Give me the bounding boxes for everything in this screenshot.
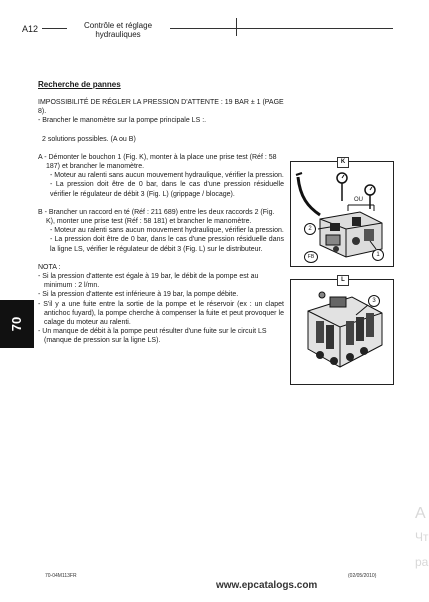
ghost-text-2: Чт [415,530,429,544]
note-item-4: - Un manque de débit à la pompe peut résulter d'une fuite sur le circuit LS (manque de pression sur la ligne LS). [38,328,267,345]
figure-k-label-ou: OU [354,197,363,203]
footer-date: (02/05/2010) [348,573,377,579]
intro-instruction: - Brancher le manomètre sur la pompe principale LS :. [38,117,207,125]
figure-k-callout-1 [372,249,384,261]
figure-l-callout-3 [368,295,380,307]
solution-a-step3: - La pression doit être de 0 bar, dans le cas d'une pression résiduelle vérifier le régulateur de débit 3 (Fig. L) (grippage / blocage). [50,181,284,198]
page-code: A12 [22,24,39,34]
body-text [38,98,284,346]
solution-b-step2: - Moteur au ralenti sans aucun mouvement hydraulique, vérifier la pression. [50,227,284,235]
ghost-text-3: ра [415,555,429,569]
figure-k-tag: K [337,157,349,168]
intro-heading: IMPOSSIBILITÉ DE RÉGLER LA PRESSION D'ATTENTE : 19 BAR ± 1 (PAGE 8). [38,99,284,116]
figure-k-label-1: 1 [376,252,380,258]
footer-reference: 70-04M113FR [45,573,77,579]
note-item-3: - S'il y a une fuite entre la sortie de la pompe et le réservoir (ex : un clapet antichoc fuyard), la pompe cherche à compenser la fuite et peut provoquer le calage du moteur au ralenti. [38,300,284,327]
figure-l [290,275,394,385]
header-divider-vertical [236,18,237,36]
figure-k-label-fb: FB [307,254,315,260]
header-divider-right [170,28,393,29]
figure-k-callout-fb [304,251,318,263]
watermark-url: www.epcatalogs.com [216,580,318,591]
solution-a-step1: A - Démonter le bouchon 1 (Fig. K), monter à la place une prise test (Réf : 58 187) et brancher le manomètre. [38,153,277,171]
chapter-tab-label: 70 [9,316,24,332]
header-divider-left [42,28,67,29]
solutions-note: 2 solutions possibles. (A ou B) [42,135,136,143]
figure-k-callout-2 [304,223,316,235]
solution-a-step2: - Moteur au ralenti sans aucun mouvement hydraulique, vérifier la pression. [50,172,284,180]
section-title: Recherche de pannes [38,80,121,89]
note-item-2: - Si la pression d'attente est inférieure à 19 bar, la pompe débite. [38,291,239,299]
figure-l-tag: L [337,275,349,286]
figure-k [290,157,394,267]
figure-l-drawing [290,275,394,385]
solution-b-step3: - La pression doit être de 0 bar, dans le cas d'une pression résiduelle dans la ligne LS, vérifier le régulateur de débit 3 (Fig. L) sur le distributeur. [50,236,284,253]
header-title-line1: Contrôle et réglage [83,21,153,30]
ghost-text-1: A [415,505,426,522]
figure-l-label-3: 3 [372,298,376,304]
solution-b-step1: B - Brancher un raccord en té (Réf : 211 689) entre les deux raccords 2 (Fig. K), monter une prise test (Réf : 58 181) et brancher le manomètre. [38,208,275,226]
header-title [72,21,164,39]
note-title: NOTA : [38,263,61,271]
header-title-line2: hydrauliques [95,30,141,39]
figure-k-label-2: 2 [308,226,312,232]
note-item-1: - Si la pression d'attente est égale à 19 bar, le débit de la pompe est au minimum : 2 l/mn. [38,273,259,290]
